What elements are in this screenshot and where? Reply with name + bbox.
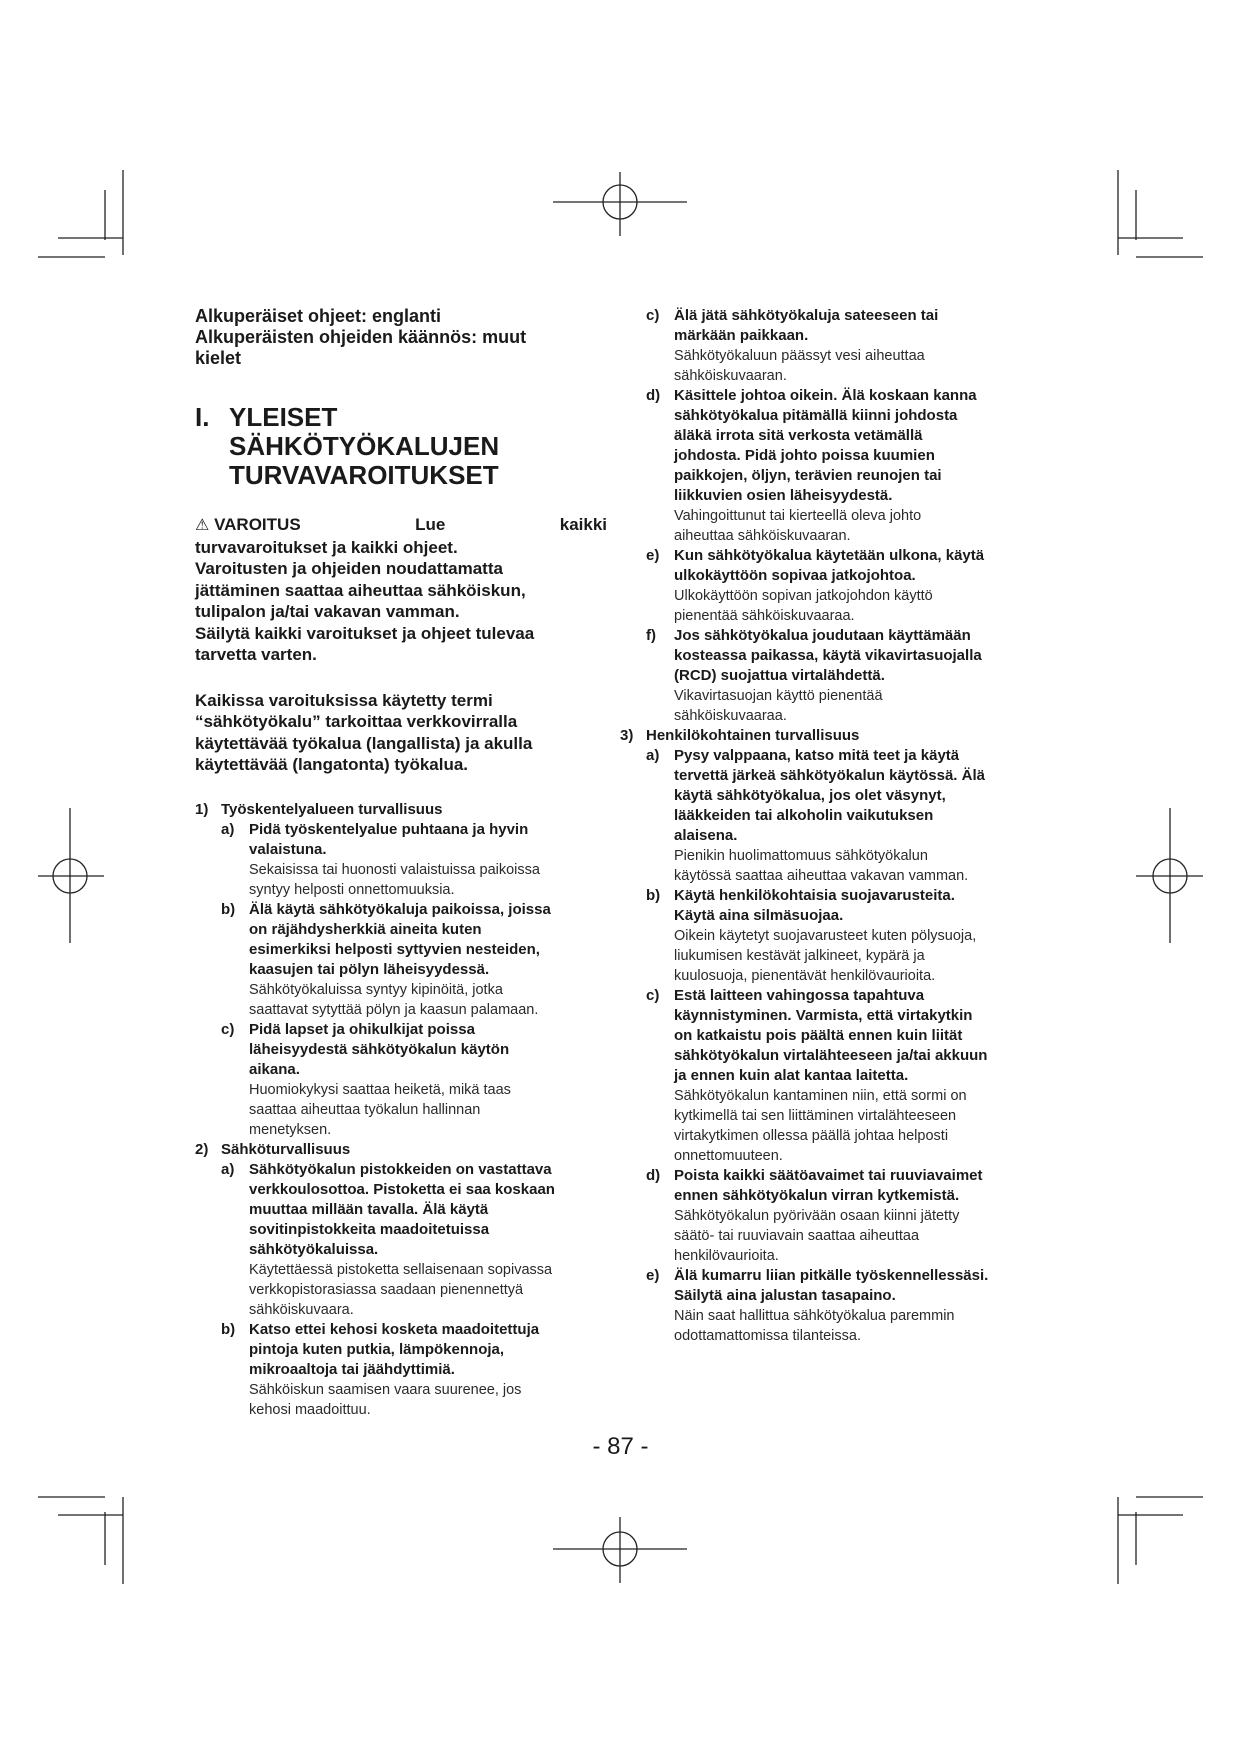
list-item-label: a) (221, 820, 235, 838)
explanation-line: menetyksen. (249, 1121, 332, 1138)
translation-note-line: Alkuperäisten ohjeiden käännös: muut (195, 327, 527, 347)
explanation-line: Pienikin huolimattomuus sähkötyökalun (674, 848, 928, 864)
list-item-label: b) (221, 900, 236, 918)
explanation-line: sähköiskuvaara. (249, 1301, 354, 1318)
instruction-line: tervettä järkeä sähkötyökalun käytössä. Älä (674, 767, 985, 784)
instruction-line: ennen sähkötyökalun virran kytkemistä. (674, 1187, 960, 1204)
instruction-line: Käytä aina silmäsuojaa. (674, 907, 844, 924)
instruction-line: kaasujen tai pölyn läheisyydessä. (249, 960, 490, 978)
instruction-line: Poista kaikki säätöavaimet tai ruuviavaimet (674, 1167, 983, 1184)
instruction-line: sovitinpistokkeita maadoitetuissa (249, 1220, 490, 1238)
list-item (195, 820, 607, 900)
left-column (195, 306, 607, 1420)
instruction-line: ja ennen kuin alat kantaa laitetta. (674, 1067, 909, 1084)
warning-line: jättäminen saattaa aiheuttaa sähköiskun, (195, 580, 526, 600)
instruction-line: mikroaaltoja tai jäähdyttimiä. (249, 1360, 455, 1378)
instruction-line: liikkuvien osien läheisyydestä. (674, 487, 893, 504)
instruction-line: Estä laitteen vahingossa tapahtuva (674, 987, 925, 1004)
instruction-line: sähkötyökalua pitämällä kiinni johdosta (674, 407, 958, 424)
term-line: käytettävää työkalua (langallista) ja akulla (195, 733, 533, 753)
registration-mark-right (1136, 808, 1203, 943)
instruction-line: märkään paikkaan. (674, 327, 809, 344)
list-item-label: d) (646, 1167, 661, 1184)
list-item (646, 1266, 1061, 1346)
warning-block (195, 514, 607, 666)
subsection-title: Henkilökohtainen turvallisuus (646, 727, 860, 744)
instruction-line: paikkojen, öljyn, terävien reunojen tai (674, 467, 942, 484)
instruction-line: Älä jätä sähkötyökaluja sateeseen tai (674, 307, 939, 324)
instruction-line: esimerkiksi helposti syttyvien nesteiden, (249, 940, 540, 958)
explanation-line: säätö- tai ruuviavain saattaa aiheuttaa (674, 1228, 920, 1244)
list-item (195, 1160, 607, 1320)
original-instructions-note (195, 306, 607, 369)
instruction-line: johdosta. Pidä johto poissa kuumien (674, 447, 935, 464)
explanation-line: sähköiskuvaaraa. (674, 708, 787, 724)
warning-word: kaikki (559, 515, 607, 534)
list-item (646, 886, 1061, 986)
instruction-line: valaistuna. (249, 840, 327, 858)
explanation-line: saattaa aiheuttaa työkalun hallinnan (249, 1101, 481, 1118)
explanation-line: Sähkötyökaluun päässyt vesi aiheuttaa (674, 348, 925, 364)
term-definition (195, 690, 607, 776)
explanation-line: henkilövaurioita. (674, 1248, 779, 1264)
instruction-line: Sähkötyökalun pistokkeiden on vastattava (249, 1160, 552, 1178)
section-heading-line-3: TURVAVAROITUKSET (229, 460, 499, 490)
instruction-line: Pidä lapset ja ohikulkijat poissa (249, 1020, 475, 1038)
warning-word: Lue (415, 515, 446, 534)
warning-line: Varoitusten ja ohjeiden noudattamatta (195, 559, 503, 578)
instruction-line: Jos sähkötyökalua joudutaan käyttämään (674, 627, 971, 644)
list-item (195, 1020, 607, 1140)
list-item-label: c) (221, 1020, 235, 1038)
warning-label: VAROITUS (214, 515, 301, 534)
instruction-line: (RCD) suojattua virtalähdettä. (674, 667, 885, 684)
list-item-label: c) (646, 307, 660, 324)
subsection-heading (620, 726, 1061, 746)
instruction-line: on katkaistu pois päältä ennen kuin liität (674, 1027, 963, 1044)
explanation-line: Oikein käytetyt suojavarusteet kuten pölysuoja, (674, 928, 977, 944)
subsection-number: 3) (620, 727, 634, 744)
instruction-line: Älä käytä sähkötyökaluja paikoissa, joissa (249, 900, 551, 918)
instruction-line: kosteassa paikassa, käytä vikavirtasuojalla (674, 647, 982, 664)
instruction-line: käynnistyminen. Varmista, että virtakytkin (674, 1007, 973, 1024)
instruction-line: Käytä henkilökohtaisia suojavarusteita. (674, 887, 955, 904)
explanation-line: sähköiskuvaaran. (674, 368, 787, 384)
explanation-line: odottamattomissa tilanteissa. (674, 1328, 861, 1344)
explanation-line: syntyy helposti onnettomuuksia. (249, 881, 455, 898)
section-heading (195, 403, 607, 490)
warning-line: turvavaroitukset ja kaikki ohjeet. (195, 537, 458, 557)
instruction-line: lääkkeiden tai alkoholin vaikutuksen (674, 807, 934, 824)
explanation-line: Sähkötyökalun pyörivään osaan kiinni jätetty (674, 1208, 960, 1224)
explanation-line: aiheuttaa sähköiskuvaaran. (674, 528, 851, 544)
instruction-line: Säilytä aina jalustan tasapaino. (674, 1287, 896, 1304)
subsection-heading (195, 1140, 607, 1160)
subsection-heading (195, 800, 607, 820)
warning-line: Säilytä kaikki varoitukset ja ohjeet tulevaa (195, 623, 535, 643)
list-item-label: e) (646, 1267, 660, 1284)
registration-mark-top (553, 172, 687, 236)
instruction-line: muuttaa millään tavalla. Älä käytä (249, 1200, 489, 1218)
list-item-label: b) (646, 887, 661, 904)
list-item (646, 986, 1061, 1166)
explanation-line: Sähköiskun saamisen vaara suurenee, jos (249, 1381, 522, 1398)
warning-line: tulipalon ja/tai vakavan vamman. (195, 602, 460, 621)
explanation-line: saattavat sytyttää pölyn ja kaasun palamaan. (249, 1001, 539, 1018)
instruction-line: Katso ettei kehosi kosketa maadoitettuja (249, 1320, 540, 1338)
explanation-line: kuulosuoja, pienentävät henkilövaurioita. (674, 968, 936, 984)
right-column (620, 306, 1061, 1346)
instruction-line: Älä kumarru liian pitkälle työskennellessäsi. (674, 1267, 989, 1284)
list-item-label: a) (221, 1160, 235, 1178)
list-item-label: d) (646, 387, 661, 404)
list-item (646, 386, 1061, 546)
instruction-line: sähkötyökaluissa. (249, 1240, 379, 1258)
instruction-line: verkkoulosottoa. Pistoketta ei saa koskaan (249, 1180, 555, 1198)
instruction-line: Pidä työskentelyalue puhtaana ja hyvin (249, 820, 529, 838)
explanation-line: Sähkötyökalun kantaminen niin, että sormi on (674, 1088, 967, 1104)
list-item (195, 1320, 607, 1420)
instruction-line: ulkokäyttöön sopivaa jatkojohtoa. (674, 567, 916, 584)
section-heading-line-2: SÄHKÖTYÖKALUJEN (229, 431, 500, 461)
list-item (646, 626, 1061, 726)
instruction-line: alaisena. (674, 827, 738, 844)
instruction-line: pintoja kuten putkia, lämpökennoja, (249, 1340, 505, 1358)
instruction-line: Pysy valppaana, katso mitä teet ja käytä (674, 747, 960, 764)
subsection-number: 1) (195, 800, 209, 818)
explanation-line: Käytettäessä pistoketta sellaisenaan sopivassa (249, 1261, 553, 1278)
list-item (646, 1166, 1061, 1266)
list-item (195, 900, 607, 1020)
subsection-number: 2) (195, 1140, 209, 1158)
explanation-line: Vikavirtasuojan käyttö pienentää (674, 688, 883, 704)
explanation-line: kytkimellä tai sen liittäminen virtalähteeseen (674, 1108, 957, 1124)
explanation-line: Sähkötyökaluissa syntyy kipinöitä, jotka (249, 981, 503, 998)
instruction-line: sähkötyökalun virtalähteeseen ja/tai akkuun (674, 1047, 988, 1064)
list-item-label: e) (646, 547, 660, 564)
explanation-line: virtakytkimen ollessa päällä johtaa helposti (674, 1128, 949, 1144)
original-language-line: Alkuperäiset ohjeet: englanti (195, 306, 442, 326)
section-number: I. (195, 402, 210, 432)
explanation-line: kehosi maadoittuu. (249, 1401, 371, 1418)
warning-line: tarvetta varten. (195, 645, 317, 664)
instruction-line: äläkä irrota sitä verkosta vetämällä (674, 427, 923, 444)
list-item (646, 546, 1061, 626)
term-line: käytettävää (langatonta) työkalua. (195, 755, 469, 774)
translation-note-line-2: kielet (195, 348, 242, 368)
list-item-label: b) (221, 1320, 236, 1338)
explanation-line: Ulkokäyttöön sopivan jatkojohdon käyttö (674, 588, 933, 604)
instruction-line: läheisyydestä sähkötyökalun käytön (249, 1040, 510, 1058)
list-item-label: a) (646, 747, 660, 764)
subsection-title: Sähköturvallisuus (221, 1140, 351, 1158)
page-number: - 87 - (592, 1433, 649, 1460)
list-item-label: f) (646, 627, 656, 644)
explanation-line: käytössä saattaa aiheuttaa vakavan vamman. (674, 868, 969, 884)
warning-first-line (195, 514, 607, 537)
list-item (646, 746, 1061, 886)
explanation-line: onnettomuuteen. (674, 1148, 783, 1164)
explanation-line: pienentää sähköiskuvaaraa. (674, 608, 855, 624)
instruction-line: on räjähdysherkkiä aineita kuten (249, 920, 482, 938)
instruction-line: aikana. (249, 1060, 300, 1078)
list-item-label: c) (646, 987, 660, 1004)
list-item (646, 306, 1061, 386)
registration-mark-left (38, 808, 104, 943)
term-line: “sähkötyökalu” tarkoittaa verkkovirralla (195, 712, 518, 731)
explanation-line: Sekaisissa tai huonosti valaistuissa paikoissa (249, 861, 540, 878)
explanation-line: liukumisen kestävät jalkineet, kypärä ja (674, 948, 925, 964)
explanation-line: Huomiokykysi saattaa heiketä, mikä taas (249, 1081, 511, 1098)
instruction-line: Kun sähkötyökalua käytetään ulkona, käytä (674, 547, 985, 564)
explanation-line: Näin saat hallittua sähkötyökalua paremmin (674, 1308, 955, 1324)
term-line: Kaikissa varoituksissa käytetty termi (195, 690, 493, 710)
registration-mark-bottom (553, 1517, 687, 1583)
explanation-line: Vahingoittunut tai kierteellä oleva johto (674, 508, 922, 524)
instruction-line: käytä sähkötyökalua, jos olet väsynyt, (674, 787, 946, 804)
subsection-title: Työskentelyalueen turvallisuus (221, 800, 443, 818)
explanation-line: verkkopistorasiassa saadaan pienennettyä (249, 1281, 524, 1298)
instruction-line: Käsittele johtoa oikein. Älä koskaan kanna (674, 387, 977, 404)
warning-triangle-icon: ⚠ (195, 517, 210, 534)
section-heading-line-1: YLEISET (229, 402, 338, 432)
